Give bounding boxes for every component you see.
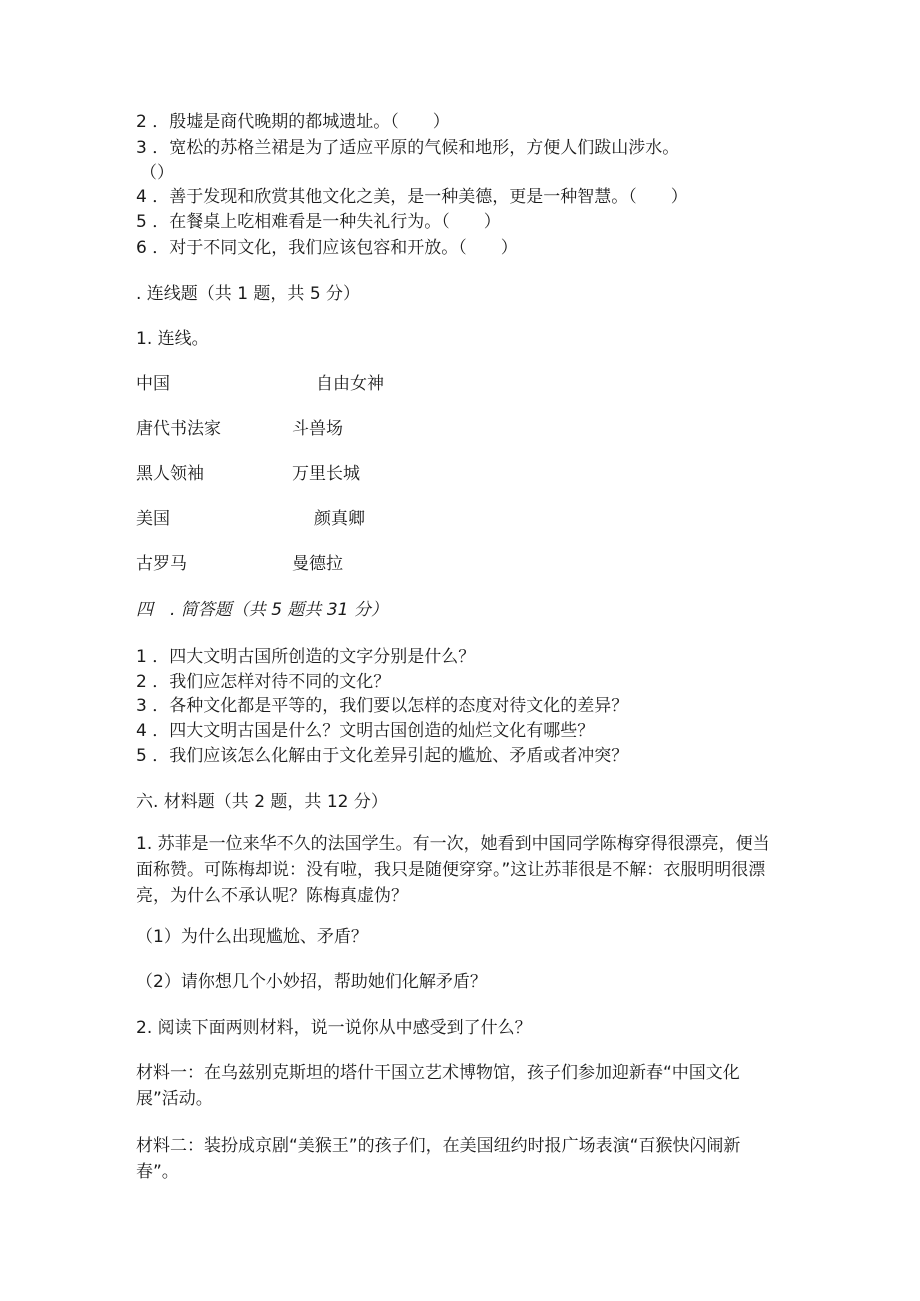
match-left-5: 古罗马 — [136, 554, 187, 574]
match-left-4: 美国 — [136, 509, 170, 529]
material-question-1: 1. 苏菲是一位来华不久的法国学生。有一次，她看到中国同学陈梅穿得很漂亮，便当面称赞。可陈梅却说：没有啦，我只是随便穿穿。”这让苏菲很是不解：衣服明明很漂亮，为什么不承认呢？陈梅真虚伪？ — [136, 834, 770, 906]
judge-item-5: 5 ．在餐桌上吃相难看是一种失礼行为。（ ） — [136, 212, 501, 232]
match-right-1: 自由女神 — [316, 374, 384, 394]
material-one: 材料一：在乌兹别克斯坦的塔什干国立艺术博物馆，孩子们参加迎新春“中国文化展”活动。 — [136, 1063, 740, 1109]
match-right-2: 斗兽场 — [292, 419, 343, 439]
judge-item-6: 6 ．对于不同文化，我们应该包容和开放。（ ） — [136, 238, 518, 258]
material-heading: 六. 材料题（共 2 题，共 12 分） — [136, 792, 388, 812]
short-answer-item-5: 5 ．我们应该怎么化解由于文化差异引起的尴尬、矛盾或者冲突？ — [136, 746, 629, 766]
short-answer-item-2: 2 ．我们应怎样对待不同的文化？ — [136, 672, 391, 692]
judge-item-4: 4 ．善于发现和欣赏其他文化之美，是一种美德，更是一种智慧。（ ） — [136, 187, 688, 207]
match-right-5: 曼德拉 — [292, 554, 343, 574]
material-two: 材料二：装扮成京剧“美猴王”的孩子们，在美国纽约时报广场表演“百猴快闪闹新春”。 — [136, 1136, 741, 1182]
match-right-4: 颜真卿 — [314, 509, 365, 529]
judge-item-3: 3 ．宽松的苏格兰裙是为了适应平原的气候和地形，方便人们跋山涉水。 — [136, 138, 680, 158]
match-left-1: 中国 — [136, 374, 170, 394]
match-left-3: 黑人领袖 — [136, 464, 204, 484]
short-answer-heading: 四 . 简答题（共 5 题共 31 分） — [136, 600, 388, 620]
matching-heading: . 连线题（共 1 题，共 5 分） — [136, 284, 361, 304]
short-answer-item-1: 1 ．四大文明古国所创造的文字分别是什么？ — [136, 647, 476, 667]
match-left-2: 唐代书法家 — [136, 419, 221, 439]
judge-item-2: 2 ．殷墟是商代晚期的都城遗址。（ ） — [136, 112, 450, 132]
short-answer-item-4: 4 ．四大文明古国是什么？文明古国创造的灿烂文化有哪些？ — [136, 721, 595, 741]
short-answer-item-3: 3 ．各种文化都是平等的，我们要以怎样的态度对待文化的差异？ — [136, 696, 629, 716]
matching-question: 1. 连线。 — [136, 329, 209, 349]
material-question-1-sub-2: （2）请你想几个小妙招，帮助她们化解矛盾？ — [136, 972, 487, 992]
judge-item-3-bracket: （） — [140, 163, 174, 183]
material-question-1-sub-1: （1）为什么出现尴尬、矛盾？ — [136, 927, 368, 947]
match-right-3: 万里长城 — [292, 464, 360, 484]
material-question-2: 2. 阅读下面两则材料，说一说你从中感受到了什么？ — [136, 1018, 532, 1038]
